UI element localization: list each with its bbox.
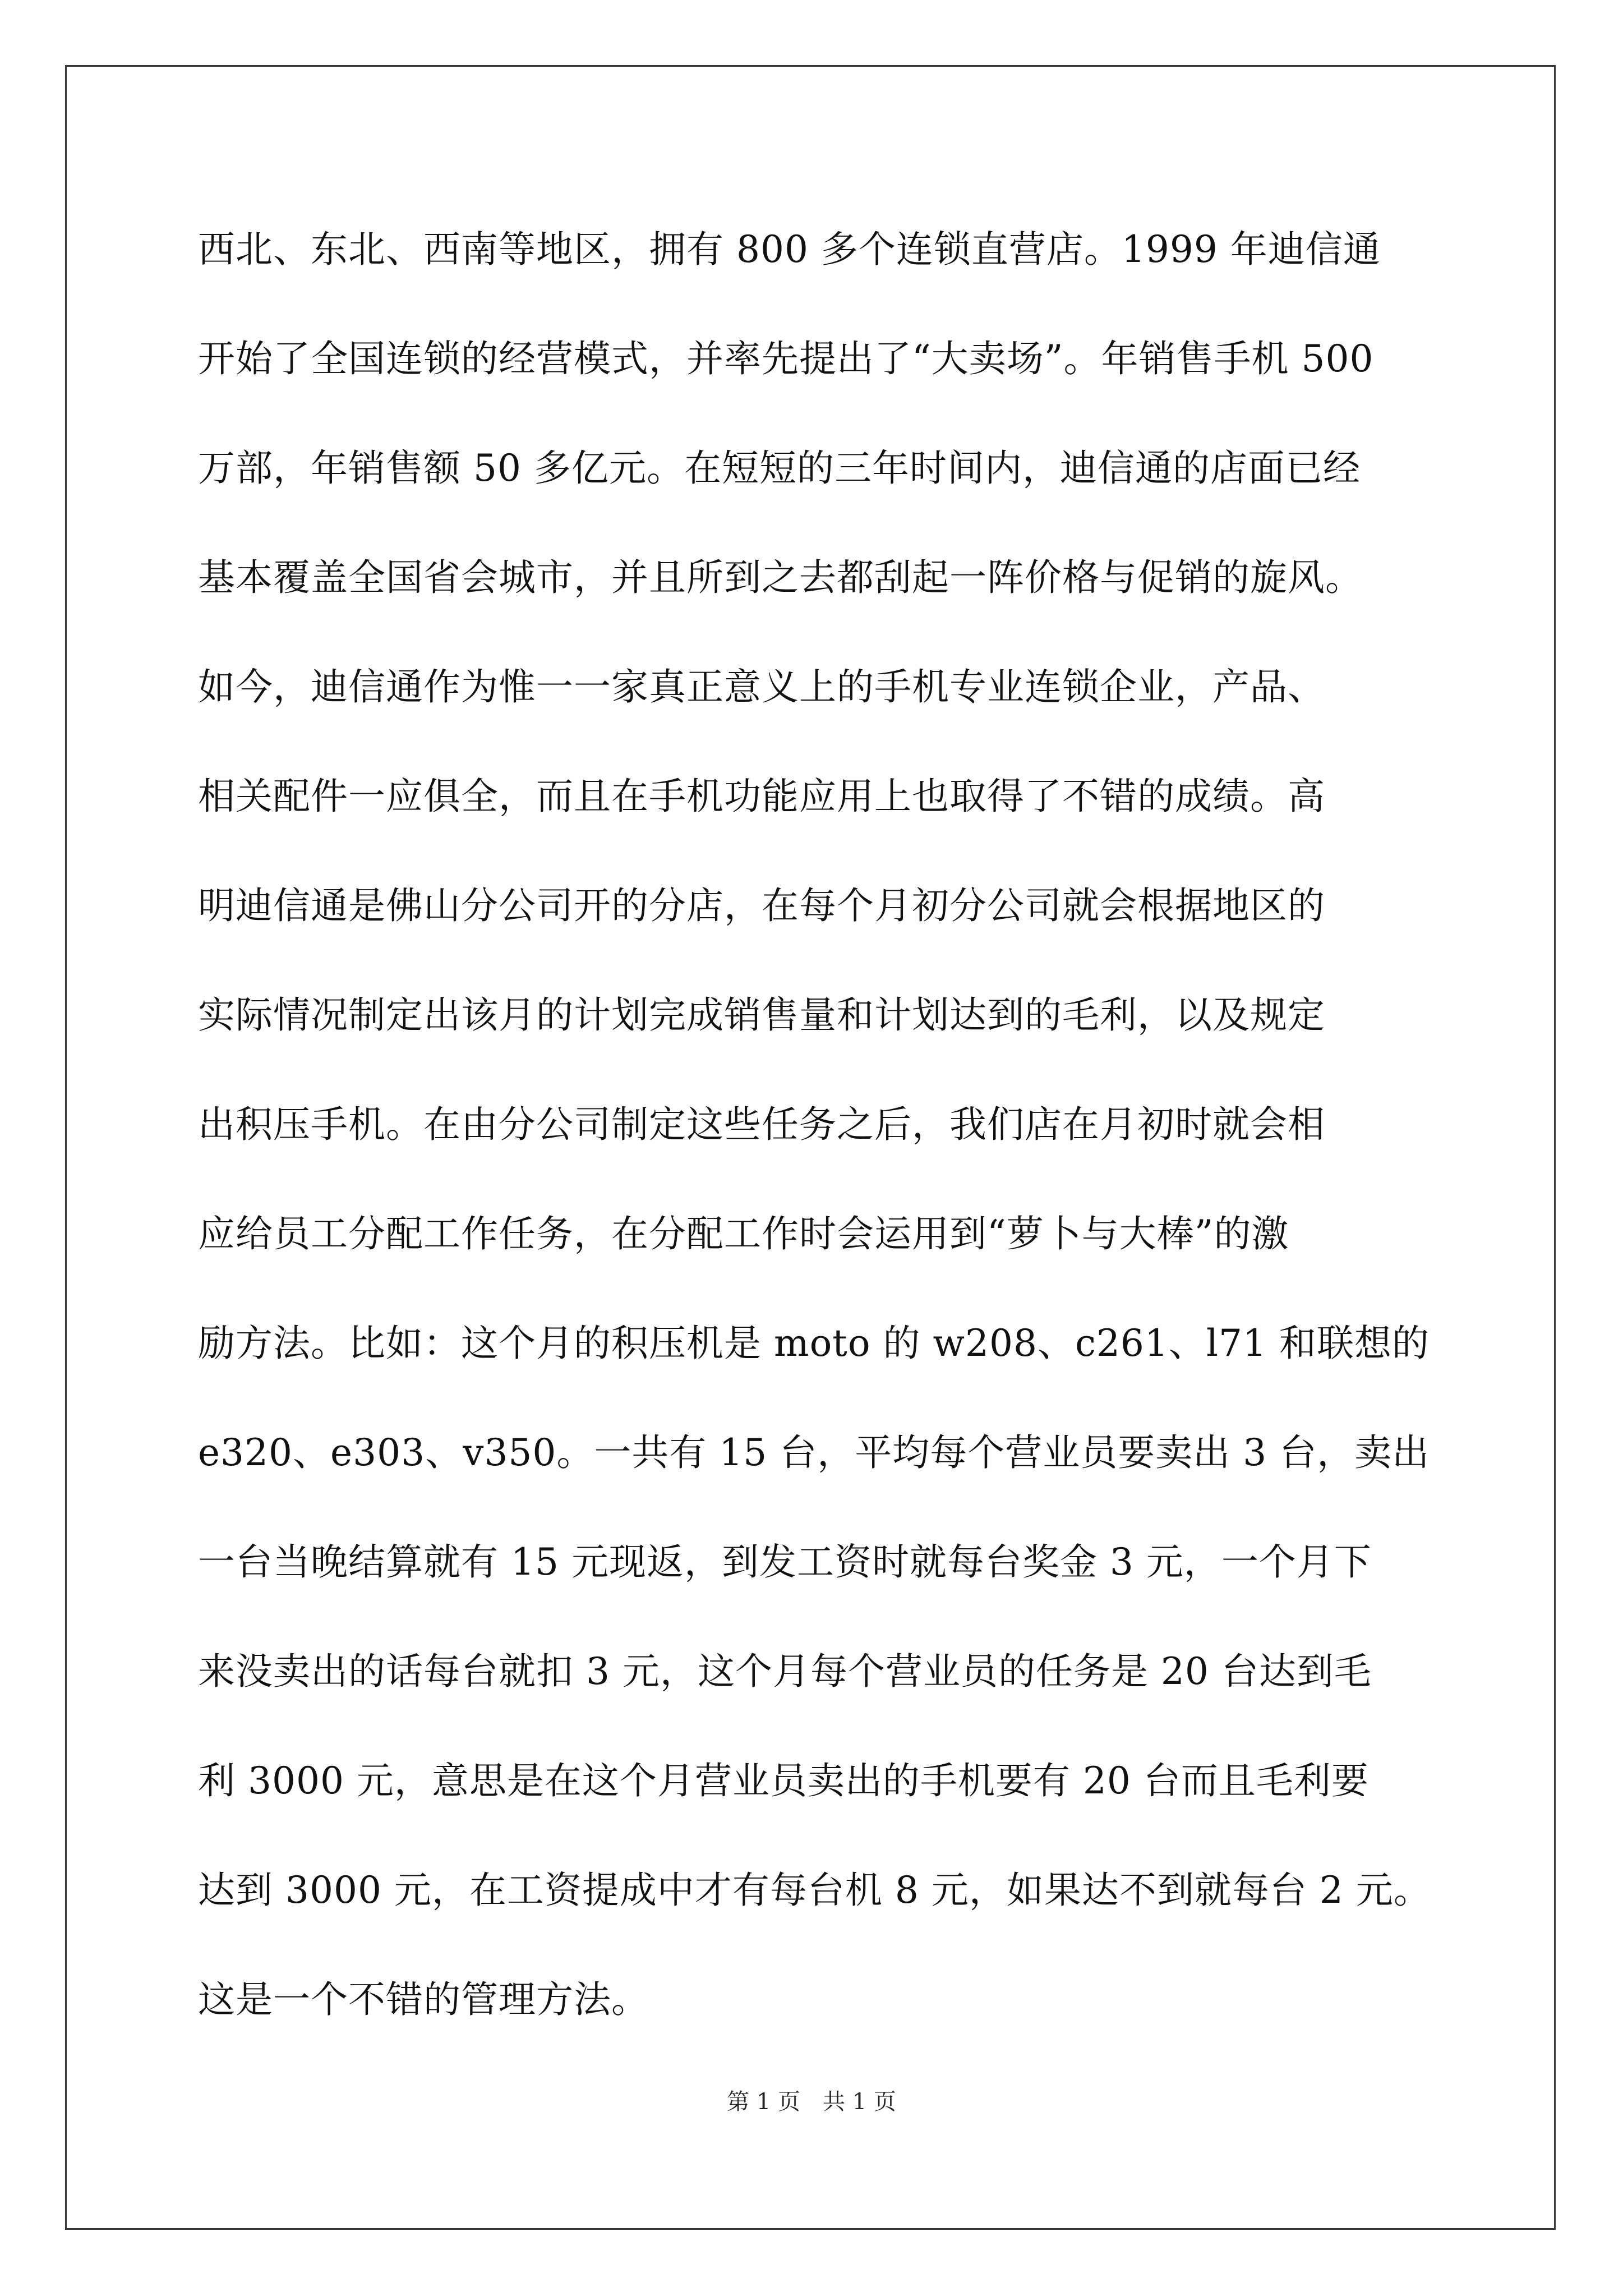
- text-line: 出积压手机。在由分公司制定这些任务之后，我们店在月初时就会相: [198, 1103, 1325, 1146]
- text-line: 一台当晚结算就有 15 元现返，到发工资时就每台奖金 3 元，一个月下: [198, 1540, 1372, 1584]
- text-line: 实际情况制定出该月的计划完成销售量和计划达到的毛利，以及规定: [198, 993, 1325, 1037]
- text-line: 利 3000 元，意思是在这个月营业员卖出的手机要有 20 台而且毛利要: [198, 1759, 1369, 1802]
- text-line: e320、e303、v350。一共有 15 台，平均每个营业员要卖出 3 台，卖出: [198, 1431, 1430, 1474]
- text-line: 励方法。比如：这个月的积压机是 moto 的 w208、c261、l71 和联想的: [198, 1322, 1430, 1365]
- text-line: 这是一个不错的管理方法。: [198, 1978, 649, 2021]
- page-footer: 第 1 页 共 1 页: [727, 2089, 896, 2115]
- text-line: 明迪信通是佛山分公司开的分店，在每个月初分公司就会根据地区的: [198, 884, 1325, 927]
- text-line: 万部，年销售额 50 多亿元。在短短的三年时间内，迪信通的店面已经: [198, 447, 1361, 490]
- text-line: 相关配件一应俱全，而且在手机功能应用上也取得了不错的成绩。高: [198, 775, 1325, 818]
- text-line: 开始了全国连锁的经营模式，并率先提出了“大卖场”。年销售手机 500: [198, 337, 1374, 380]
- text-line: 基本覆盖全国省会城市，并且所到之去都刮起一阵价格与促销的旋风。: [198, 556, 1363, 599]
- text-line: 达到 3000 元，在工资提成中才有每台机 8 元，如果达不到就每台 2 元。: [198, 1869, 1431, 1912]
- text-line: 西北、东北、西南等地区，拥有 800 多个连锁直营店。1999 年迪信通: [198, 228, 1381, 271]
- text-line: 如今，迪信通作为惟一一家真正意义上的手机专业连锁企业，产品、: [198, 665, 1325, 708]
- document-body: [198, 216, 1432, 2076]
- text-line: 来没卖出的话每台就扣 3 元，这个月每个营业员的任务是 20 台达到毛: [198, 1650, 1372, 1693]
- text-line: 应给员工分配工作任务，在分配工作时会运用到“萝卜与大棒”的激: [198, 1212, 1289, 1255]
